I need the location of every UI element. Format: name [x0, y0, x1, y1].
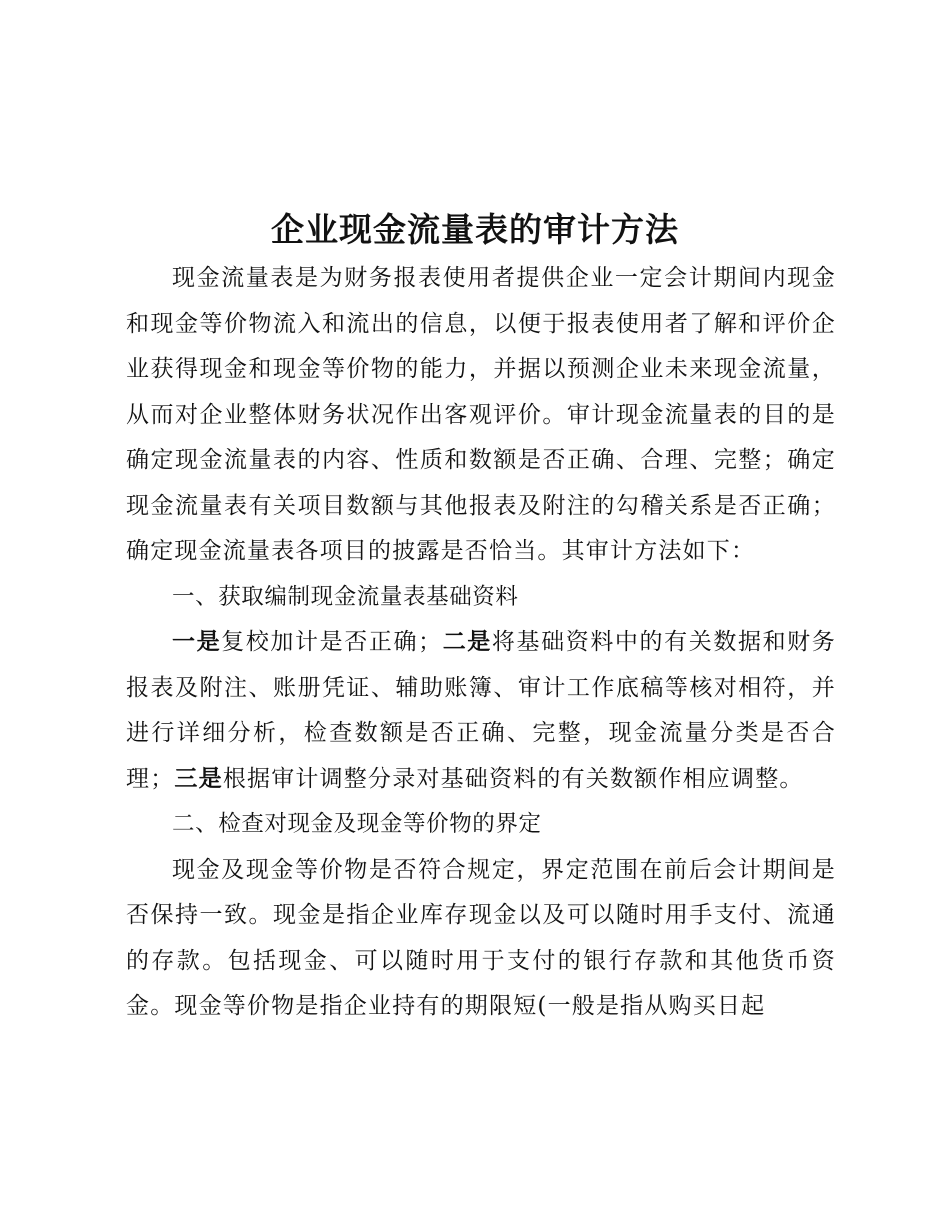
- section-heading-2: 二、检查对现金及现金等价物的界定: [172, 811, 542, 837]
- document-title: 企业现金流量表的审计方法: [271, 210, 679, 249]
- section-1-text-3: 根据审计调整分录对基础资料的有关数额作相应调整。: [222, 765, 804, 792]
- section-2-paragraph: 现金及现金等价物是否符合规定，界定范围在前后会计期间是否保持一致。现金是指企业库存现金以及可以随时用手支付、流通的存款。包括现金、可以随时用于支付的银行存款和其他货币资金。现金等价物是指企业持有的期限短(一般是指从购买日起: [126, 856, 836, 1019]
- lead-term-3: 三是: [174, 765, 223, 792]
- section-1-text-1: 复校加计是否正确；: [221, 629, 443, 655]
- intro-paragraph: 现金流量表是为财务报表使用者提供企业一定会计期间内现金和现金等价物流入和流出的信息，以便于报表使用者了解和评价企业获得现金和现金等价物的能力，并据以预测企业未来现金流量，从而对企业整体财务状况作出客观评价。审计现金流量表的目的是确定现金流量表的内容、性质和数额是否正确、合理、完整；确定现金流量表有关项目数额与其他报表及附注的勾稽关系是否正确；确定现金流量表各项目的披露是否恰当。其审计方法如下：: [126, 265, 836, 564]
- lead-term-2: 二是: [442, 629, 492, 655]
- section-1-paragraph: [126, 620, 836, 802]
- lead-term-1: 一是: [172, 629, 222, 655]
- section-heading-1: 一、获取编制现金流量表基础资料: [172, 583, 519, 610]
- document-body: [126, 256, 836, 1030]
- section-1-text-2: 将基础资料中的有关数据和财务报表及附注、账册凭证、辅助账簿、审计工作底稿等核对相符，并进行详细分析，检查数额是否正确、完整，现金流量分类是否合理；: [126, 629, 836, 792]
